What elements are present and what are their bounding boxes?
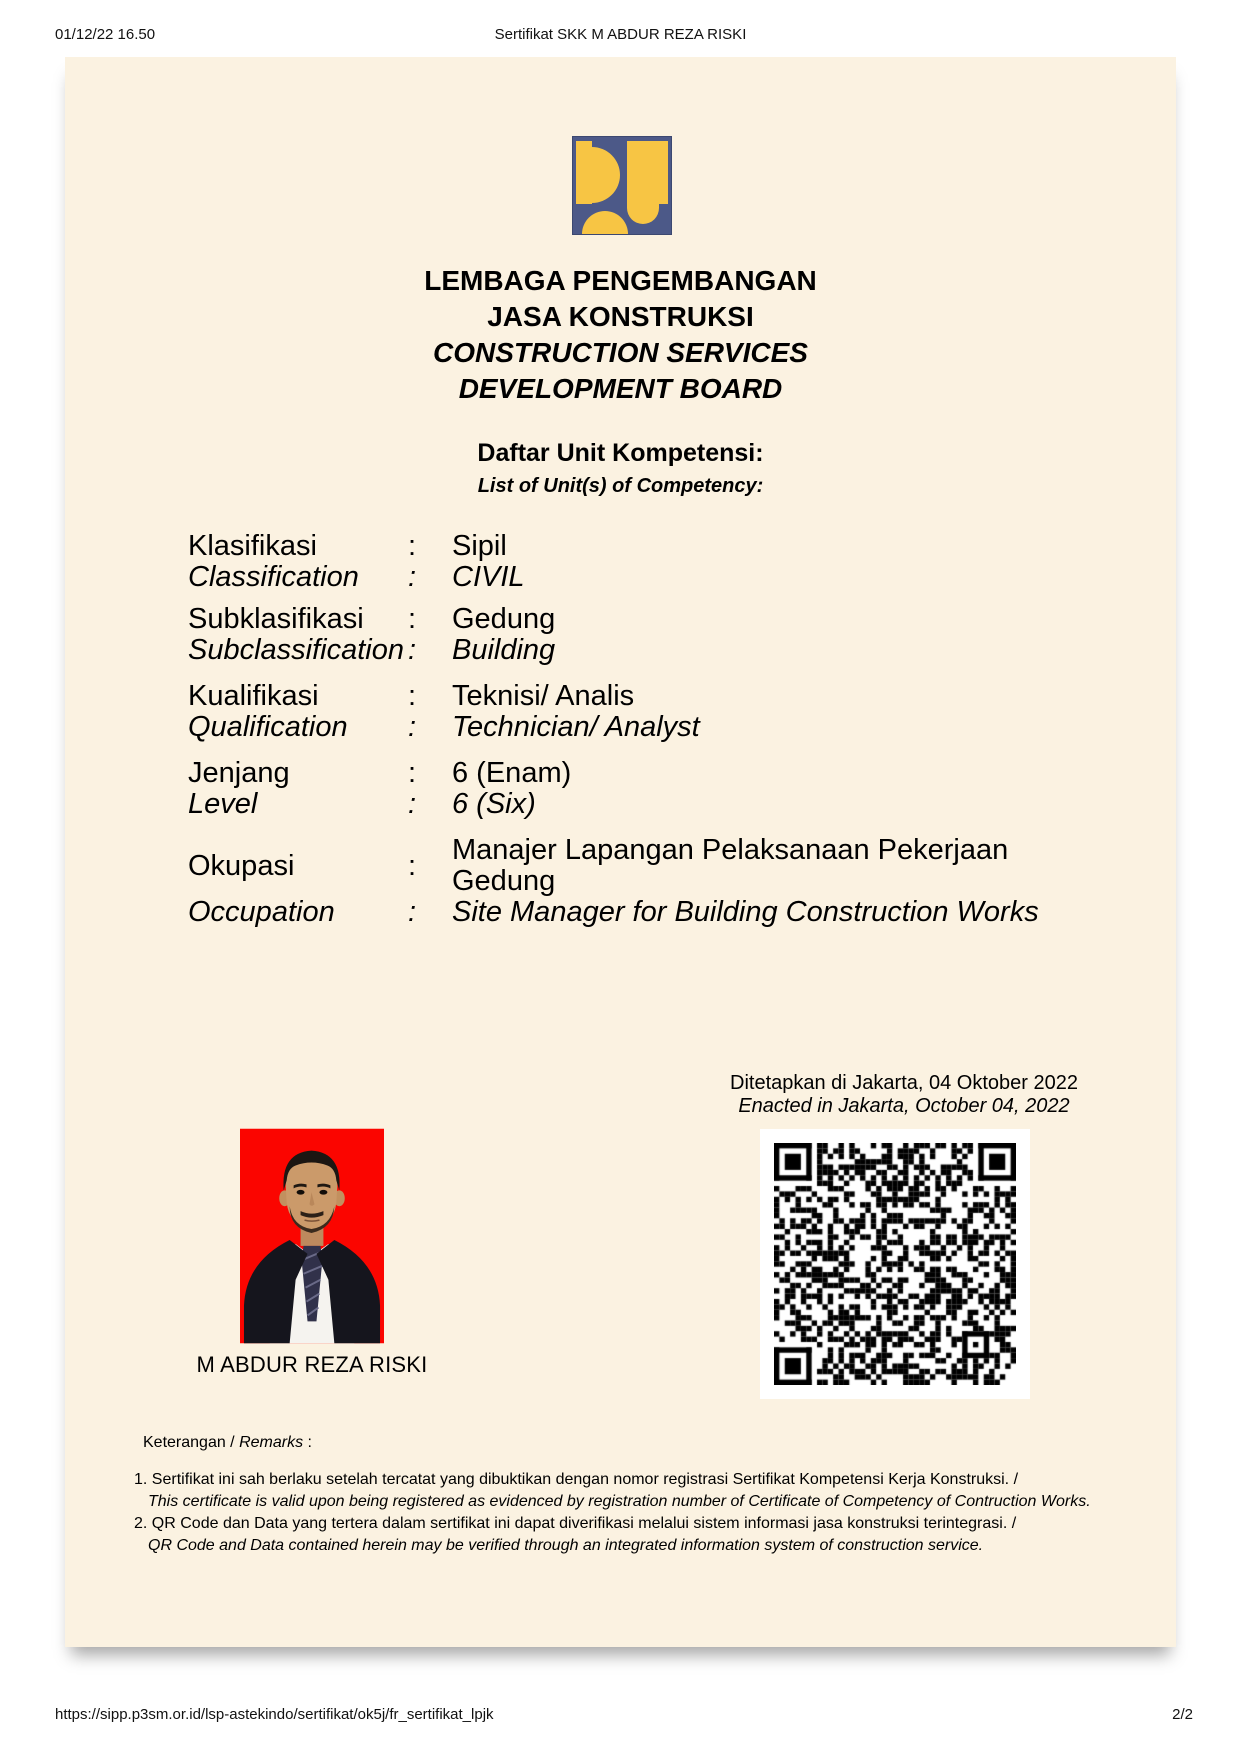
field-label-en: Classification — [188, 561, 359, 593]
remark-text-id: QR Code dan Data yang tertera dalam sertifikat ini dapat diverifikasi melalui sistem informasi jasa konstruksi terintegrasi. / — [151, 1515, 1017, 1532]
field-label-en: Level — [188, 788, 258, 820]
enactment-block — [654, 1072, 1154, 1118]
field-colon: : — [408, 711, 417, 743]
field-row — [188, 531, 1178, 562]
holder-name: M ABDUR REZA RISKI — [196, 1352, 428, 1377]
field-label: Kualifikasi — [188, 680, 319, 712]
remark-number: 2. — [134, 1515, 148, 1532]
remark-text-en: This certificate is valid upon being registered as evidenced by registration number of Certificate of Competency of Contruction Works. — [148, 1493, 1091, 1510]
qr-code — [760, 1129, 1030, 1399]
field-colon: : — [408, 849, 417, 882]
remark-text-en: QR Code and Data contained herein may be verified through an integrated information system of construction service. — [148, 1537, 984, 1554]
org-name-line2: JASA KONSTRUKSI — [487, 301, 754, 332]
field-label: Subklasifikasi — [188, 603, 364, 635]
field-label: Klasifikasi — [188, 530, 317, 562]
enactment-id: Ditetapkan di Jakarta, 04 Oktober 2022 — [730, 1072, 1078, 1094]
remark-item — [134, 1513, 1134, 1557]
enactment-en: Enacted in Jakarta, October 04, 2022 — [738, 1095, 1070, 1117]
field-value-en: CIVIL — [452, 561, 525, 593]
field-value-en: Site Manager for Building Construction Works — [452, 896, 1039, 928]
field-group-subklasifikasi — [188, 604, 1178, 666]
print-footer-page-number: 2/2 — [1172, 1706, 1193, 1723]
field-colon: : — [408, 561, 417, 593]
field-value: Manajer Lapangan Pelaksanaan Pekerjaan Gedung — [452, 834, 1009, 897]
certificate-page — [65, 57, 1176, 1647]
field-row-en — [188, 562, 1178, 593]
remarks-heading-sep: / — [225, 1434, 240, 1451]
org-name — [65, 263, 1176, 407]
print-footer-url: https://sipp.p3sm.or.id/lsp-astekindo/sertifikat/ok5j/fr_sertifikat_lpjk — [55, 1706, 494, 1723]
field-value: Sipil — [452, 530, 507, 562]
field-group-klasifikasi — [188, 531, 1178, 593]
field-label-en: Subclassification — [188, 634, 404, 666]
field-colon: : — [408, 603, 417, 635]
remark-number: 1. — [134, 1471, 148, 1488]
remarks-heading — [143, 1434, 312, 1452]
field-group-kualifikasi — [188, 681, 1178, 743]
print-title: Sertifikat SKK M ABDUR REZA RISKI — [494, 26, 747, 43]
field-colon: : — [408, 788, 417, 820]
field-colon: : — [408, 757, 417, 789]
field-label-en: Qualification — [188, 711, 348, 743]
field-row — [188, 835, 1178, 897]
section-title-id: Daftar Unit Kompetensi: — [477, 439, 764, 467]
remarks-heading-colon: : — [303, 1434, 312, 1451]
remarks-heading-id: Keterangan — [143, 1434, 226, 1451]
field-group-jenjang — [188, 758, 1178, 820]
field-value-en: 6 (Six) — [452, 788, 536, 820]
field-value-en: Technician/ Analyst — [452, 711, 700, 743]
field-row-en — [188, 789, 1178, 820]
print-timestamp: 01/12/22 16.50 — [55, 26, 156, 43]
field-colon: : — [408, 680, 417, 712]
remarks-heading-en: Remarks — [239, 1434, 304, 1451]
org-name-line1: LEMBAGA PENGEMBANGAN — [424, 265, 817, 296]
field-row — [188, 758, 1178, 789]
field-label-en: Occupation — [188, 896, 335, 928]
holder-photo — [240, 1128, 384, 1344]
field-value: Gedung — [452, 603, 556, 635]
field-row — [188, 681, 1178, 712]
field-colon: : — [408, 530, 417, 562]
section-title-en: List of Unit(s) of Competency: — [477, 475, 764, 497]
org-name-en-line2: DEVELOPMENT BOARD — [458, 373, 783, 404]
field-row-en — [188, 897, 1178, 928]
org-name-en-line1: CONSTRUCTION SERVICES — [433, 337, 808, 368]
field-row — [188, 604, 1178, 635]
remark-item — [134, 1469, 1134, 1513]
remark-text-id: Sertifikat ini sah berlaku setelah tercatat yang dibuktikan dengan nomor registrasi Sertifikat Kompetensi Kerja Konstruksi. / — [151, 1471, 1019, 1488]
field-value: Teknisi/ Analis — [452, 680, 635, 712]
field-value: 6 (Enam) — [452, 757, 572, 789]
field-label: Jenjang — [188, 757, 290, 789]
field-colon: : — [408, 896, 417, 928]
field-value-en: Building — [452, 634, 556, 666]
lpjk-logo-icon — [572, 136, 672, 235]
field-label: Okupasi — [188, 849, 295, 882]
field-colon: : — [408, 634, 417, 666]
field-row-en — [188, 712, 1178, 743]
field-row-en — [188, 635, 1178, 666]
field-group-okupasi — [188, 835, 1178, 928]
qr-code-pattern — [774, 1143, 1016, 1385]
remarks-list — [134, 1469, 1134, 1557]
